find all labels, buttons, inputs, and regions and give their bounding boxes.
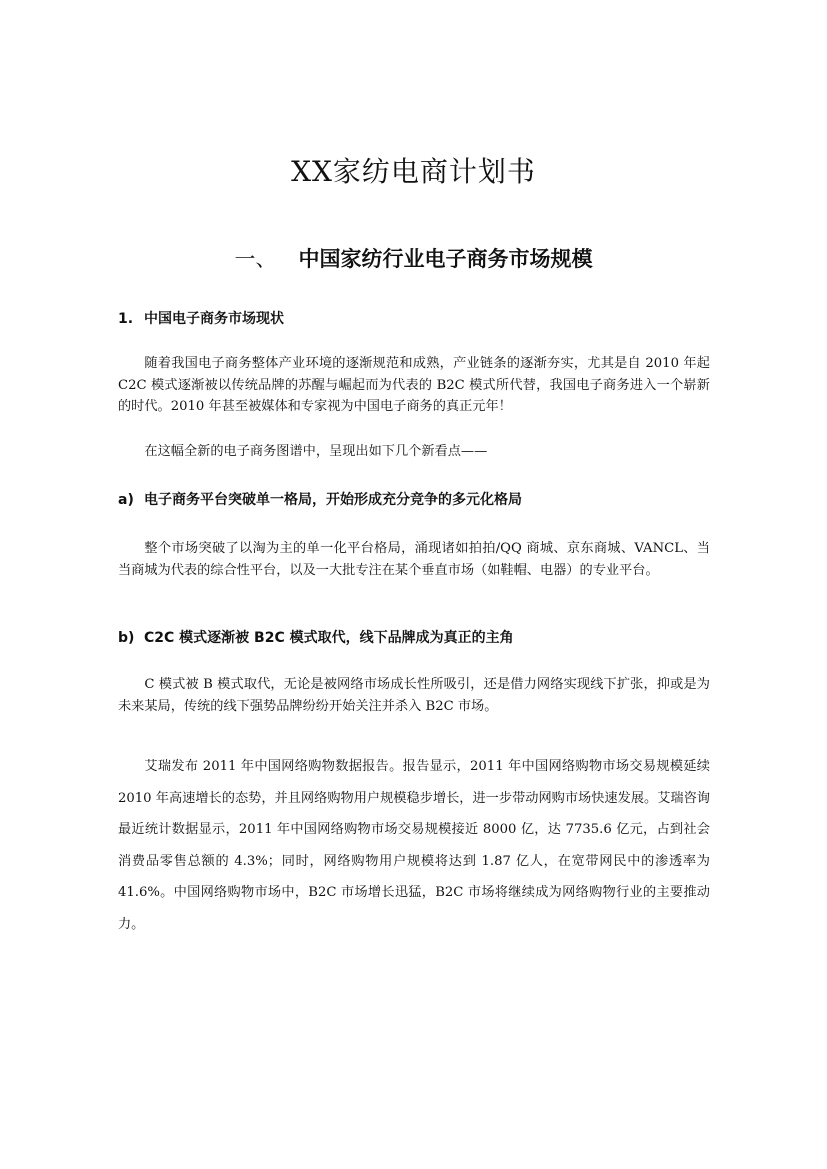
section-heading [0, 243, 827, 273]
subsection-number: 1. [118, 311, 134, 327]
section-title: 中国家纺行业电子商务市场规模 [298, 246, 593, 271]
point-a-marker: a) [118, 492, 134, 508]
point-b-title: C2C 模式逐渐被 B2C 模式取代，线下品牌成为真正的主角 [144, 630, 514, 646]
subsection-heading [118, 308, 284, 328]
paragraph-platform-diversity: 整个市场突破了以淘为主的单一化平台格局，涌现诸如拍拍/QQ 商城、京东商城、VANCL、当当商城为代表的综合性平台，以及一大批专注在某个垂直市场（如鞋帽、电器）的专业平台。 [118, 541, 710, 578]
paragraph-b2c-shift: C 模式被 B 模式取代，无论是被网络市场成长性所吸引，还是借力网络实现线下扩张，抑或是为未来某局，传统的线下强势品牌纷纷开始关注并杀入 B2C 市场。 [118, 677, 710, 714]
point-b-marker: b) [118, 630, 135, 646]
point-a-title: 电子商务平台突破单一格局，开始形成充分竞争的多元化格局 [144, 492, 522, 508]
point-a-heading [118, 489, 522, 509]
paragraph-market-intro: 随着我国电子商务整体产业环境的逐渐规范和成熟，产业链条的逐渐夯实，尤其是自 2010 年起 C2C 模式逐渐被以传统品牌的苏醒与崛起而为代表的 B2C 模式所代替，我国电子商务进入一个崭新的时代。2010 年甚至被媒体和专家视为中国电子商务的真正元年！ [118, 356, 710, 414]
document-title: XX家纺电商计划书 [291, 155, 536, 188]
paragraph-iresearch-report: 艾瑞发布 2011 年中国网络购物数据报告。报告显示，2011 年中国网络购物市场交易规模延续 2010 年高速增长的态势，并且网络购物用户规模稳步增长，进一步带动网购市场快速发展。艾瑞咨询最近统计数据显示，2011 年中国网络购物市场交易规模接近 8000 亿，达 7735.6 亿元，占到社会消费品零售总额的 4.3%；同时，网络购物用户规模将达到 1.87 亿人，在宽带网民中的渗透率为 41.6%。中国网络购物市场中，B2C 市场增长迅猛，B2C 市场将继续成为网络购物行业的主要推动力。 [118, 759, 710, 932]
point-b-heading [118, 627, 514, 647]
paragraph-new-highlights: 在这幅全新的电子商务图谱中，呈现出如下几个新看点—— [144, 444, 488, 459]
section-number: 一、 [234, 247, 277, 271]
subsection-title: 中国电子商务市场现状 [144, 311, 284, 327]
